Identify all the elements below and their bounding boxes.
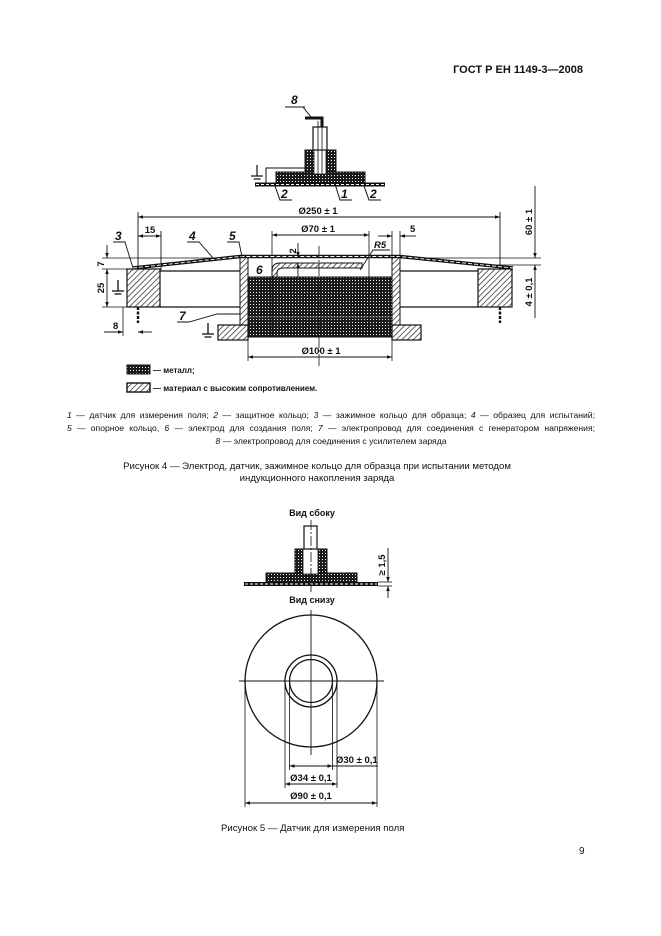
- ground-icon: [251, 165, 263, 179]
- key-text: — опорное кольцо,: [71, 423, 165, 433]
- ground-icon: [112, 280, 124, 294]
- callout-4-label: 4: [189, 229, 196, 243]
- key-number: 5: [67, 423, 72, 433]
- sensor-slot: [303, 549, 318, 574]
- figure4-legend: [127, 365, 317, 393]
- key-text: — электропровод для соединения с генератором напряжения;: [322, 423, 596, 433]
- key-text: — датчик для измерения поля;: [71, 410, 214, 420]
- figure4-key-line-3: [67, 435, 595, 448]
- key-number: 2: [213, 410, 219, 420]
- connector-stem: [313, 127, 327, 150]
- callout-4-leader: [187, 242, 213, 258]
- callout-3-leader: [113, 242, 133, 268]
- support-ring-left-flange: [218, 325, 248, 340]
- dim-d90-label: Ø90 ± 0,1: [290, 791, 332, 802]
- key-number: 1: [67, 410, 72, 420]
- dim-w8-label: 8: [113, 321, 119, 332]
- key-text: — электропровод для соединения с усилителем заряда: [220, 436, 447, 446]
- callout-2-label: 2: [281, 187, 288, 201]
- figure4-caption-line-2: индукционного накопления заряда: [239, 473, 395, 484]
- ground-plate: [255, 183, 385, 187]
- callout-5-leader: [227, 242, 242, 257]
- callout-1-label: 1: [341, 187, 348, 201]
- key-number: 6: [164, 423, 170, 433]
- callout-5-label: 5: [229, 229, 236, 243]
- figure5-caption: Рисунок 5 — Датчик для измерения поля: [221, 823, 405, 834]
- key-text: — образец для испытаний;: [475, 410, 595, 420]
- legend-swatch-metal: [127, 365, 150, 374]
- callout-3-label: 3: [115, 229, 122, 243]
- clamp-ring-left: [127, 269, 160, 307]
- dim-min-thickness-label: ≥ 1,5: [377, 554, 388, 576]
- callout-6-label: 6: [256, 263, 263, 277]
- page-number: 9: [579, 846, 585, 857]
- clamp-ring-right: [478, 269, 512, 307]
- dim-d100-label: Ø100 ± 1: [301, 346, 341, 357]
- dim-d30-label: Ø30 ± 0,1: [336, 755, 378, 766]
- support-ring-left: [240, 257, 248, 325]
- dim-w15-label: 15: [144, 225, 156, 236]
- dim-d70-label: Ø70 ± 1: [301, 224, 335, 235]
- key-number: 7: [317, 423, 323, 433]
- figure4-assembly: [96, 186, 541, 366]
- key-number: 3: [313, 410, 319, 420]
- legend-label-resistive: — материал с высоким сопротивлением.: [153, 384, 318, 393]
- dim-t4-label: 4 ± 0,1: [524, 277, 535, 307]
- key-number: 4: [470, 410, 476, 420]
- figure5-side-view: [244, 508, 392, 598]
- callout-8-label: 8: [291, 93, 298, 107]
- figure4-key-line-1: [67, 409, 595, 422]
- figure4-sensor-detail: [251, 93, 385, 201]
- key-number: 8: [215, 436, 221, 446]
- figure4-caption-line-1: Рисунок 4 — Электрод, датчик, зажимное кольцо для образца при испытании методом: [123, 461, 511, 472]
- field-electrode-metal: [248, 277, 392, 337]
- dim-h7-label: 7: [96, 261, 107, 267]
- electrode-resistive-rim: [272, 263, 362, 277]
- dim-h60-label: 60 ± 1: [524, 208, 535, 236]
- key-text: — защитное кольцо;: [218, 410, 314, 420]
- key-text: — зажимное кольцо для образца;: [318, 410, 471, 420]
- support-ring-right: [392, 257, 400, 325]
- key-text: — электрод для создания поля;: [169, 423, 318, 433]
- ground-icon: [202, 323, 214, 337]
- callout-2b-label: 2: [370, 187, 377, 201]
- dim-h25-label: 25: [96, 282, 107, 294]
- callout-7-label: 7: [179, 309, 186, 323]
- support-ring-right-flange: [392, 325, 421, 340]
- dim-d34-label: Ø34 ± 0,1: [290, 773, 332, 784]
- legend-label-metal: — металл;: [153, 366, 195, 375]
- signal-wire: [305, 118, 322, 127]
- radius-r5-label: R5: [374, 240, 387, 251]
- dim-t2-label: 2: [288, 248, 299, 254]
- standard-code-header: ГОСТ Р ЕН 1149-3—2008: [453, 64, 583, 76]
- callout-7-leader: [177, 314, 240, 322]
- figure5-bottom-view: [239, 595, 384, 807]
- dim-d250-label: Ø250 ± 1: [298, 206, 338, 217]
- figure4-key-line-2: [67, 422, 595, 435]
- side-view-label: Вид сбоку: [289, 508, 335, 518]
- connector-stem: [304, 526, 317, 549]
- sensor-slot: [314, 150, 326, 174]
- radius-r5-leader: [360, 250, 390, 270]
- bottom-view-label: Вид снизу: [289, 595, 335, 605]
- legend-swatch-hatch: [127, 383, 150, 392]
- dim-w5-label: 5: [410, 224, 416, 235]
- callout-8-leader: [303, 107, 311, 117]
